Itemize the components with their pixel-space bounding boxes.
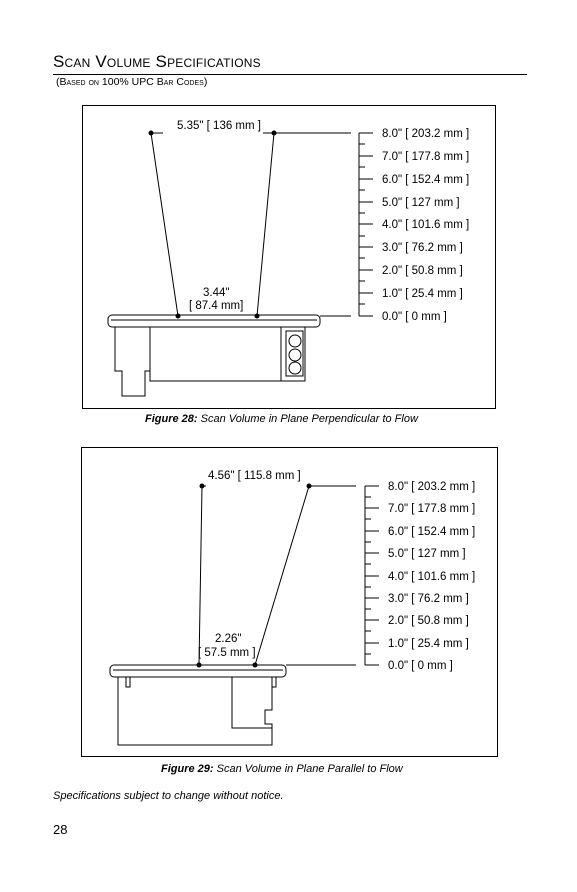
scale-label: 2.0" [ 50.8 mm ] [382, 265, 463, 277]
scan-volume-right-edge [257, 133, 274, 316]
bottom-width-label-line2: [ 87.4 mm] [189, 300, 244, 312]
bottom-right-point [255, 314, 260, 319]
page-number: 28 [53, 822, 68, 837]
top-left-point [200, 484, 205, 489]
disclaimer-note: Specifications subject to change without notice. [53, 790, 284, 802]
scan-volume-right-edge [255, 486, 309, 665]
figure-29-label: Figure 29: [161, 763, 214, 775]
scale-label: 6.0" [ 152.4 mm ] [388, 526, 476, 538]
top-left-point [149, 131, 154, 136]
scale-label: 2.0" [ 50.8 mm ] [388, 615, 469, 627]
top-width-label: 4.56" [ 115.8 mm ] [208, 470, 301, 482]
section-heading [53, 52, 527, 88]
bottom-width-label-line1: 2.26" [215, 633, 242, 645]
figure-28-diagram [82, 105, 496, 409]
section-title: Scan Volume Specifications [53, 52, 527, 75]
scale-label: 5.0" [ 127 mm ] [388, 548, 466, 560]
figure-29-caption [161, 763, 403, 775]
scale-label: 8.0" [ 203.2 mm ] [388, 481, 476, 493]
figure-28-drawing [83, 106, 495, 408]
scanner-top-plate [108, 315, 320, 327]
scale-label: 1.0" [ 25.4 mm ] [388, 638, 469, 650]
figure-29-drawing [82, 448, 497, 756]
figure-29-diagram [81, 447, 498, 757]
top-width-label: 5.35" [ 136 mm ] [177, 120, 261, 132]
scale-label: 8.0" [ 203.2 mm ] [382, 128, 470, 140]
bottom-right-point [253, 663, 258, 668]
top-right-point [307, 484, 312, 489]
bottom-left-point [176, 314, 181, 319]
scale-label: 4.0" [ 101.6 mm ] [382, 219, 470, 231]
bottom-width-label-line1: 3.44" [203, 287, 230, 299]
scan-volume-left-edge [199, 486, 202, 665]
scale-label: 7.0" [ 177.8 mm ] [382, 151, 470, 163]
scale-label: 6.0" [ 152.4 mm ] [382, 174, 470, 186]
figure-28-caption-text: Scan Volume in Plane Perpendicular to Flow [200, 413, 418, 425]
scale-label: 3.0" [ 76.2 mm ] [382, 242, 463, 254]
bottom-left-point [197, 663, 202, 668]
scale-label: 0.0" [ 0 mm ] [388, 660, 453, 672]
scale-label: 7.0" [ 177.8 mm ] [388, 503, 476, 515]
top-right-point [272, 131, 277, 136]
scale-label: 1.0" [ 25.4 mm ] [382, 288, 463, 300]
scan-volume-left-edge [151, 133, 178, 316]
scale-label: 4.0" [ 101.6 mm ] [388, 571, 476, 583]
scale-label: 3.0" [ 76.2 mm ] [388, 593, 469, 605]
scale-label: 0.0" [ 0 mm ] [382, 311, 447, 323]
bottom-width-label-line2: [ 57.5 mm ] [198, 647, 256, 659]
figure-28-caption [145, 413, 418, 425]
figure-29-caption-text: Scan Volume in Plane Parallel to Flow [216, 763, 403, 775]
scale-label: 5.0" [ 127 mm ] [382, 197, 460, 209]
section-subtitle: (Based on 100% UPC Bar Codes) [56, 76, 208, 88]
figure-28-label: Figure 28: [145, 413, 198, 425]
